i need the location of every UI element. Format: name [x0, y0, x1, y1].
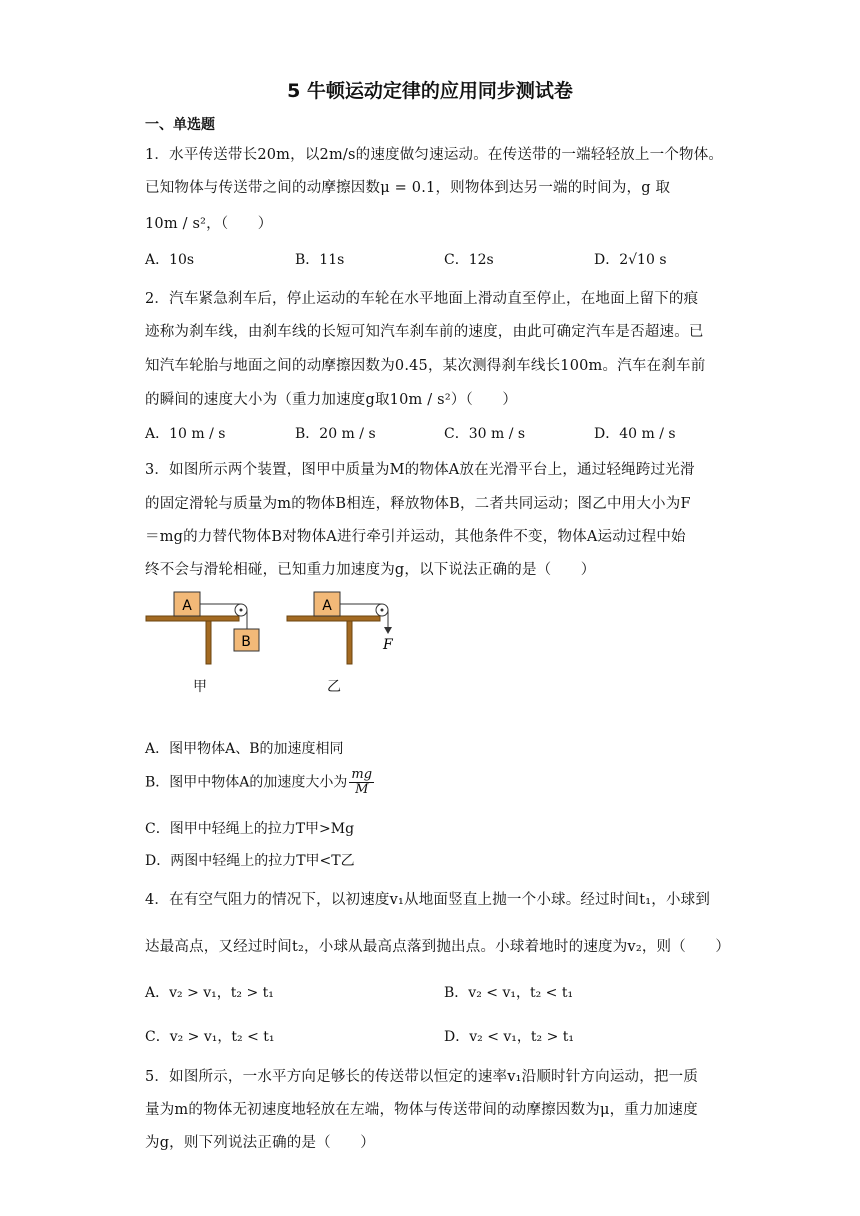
q3-option-b-text: B．图甲中物体A的加速度大小为 — [145, 774, 348, 791]
q2-line-4: 的瞬间的速度大小为（重力加速度g取10m / s²）（ ） — [145, 392, 518, 408]
q2-option-b: B．20 m / s — [295, 426, 376, 442]
setup-left — [146, 592, 259, 664]
q3-option-c: C．图甲中轻绳上的拉力T甲>Mg — [145, 821, 355, 837]
q4-option-b: B．v₂ < v₁，t₂ < t₁ — [444, 985, 574, 1001]
q3-option-d: D．两图中轻绳上的拉力T甲<T乙 — [145, 853, 355, 869]
page-title: 5 牛顿运动定律的应用同步测试卷 — [287, 80, 573, 102]
fraction-denominator: M — [355, 782, 369, 797]
q2-option-a: A．10 m / s — [145, 426, 226, 442]
q2-line-2: 迹称为刹车线，由刹车线的长短可知汽车刹车前的速度，由此可确定汽车是否超速。已 — [145, 324, 704, 340]
q3-line-2: 的固定滑轮与质量为m的物体B相连，释放物体B，二者共同运动；图乙中用大小为F — [145, 496, 691, 512]
q3-line-1: 3．如图所示两个装置，图甲中质量为M的物体A放在光滑平台上，通过轻绳跨过光滑 — [145, 462, 695, 478]
force-label: F — [383, 637, 393, 653]
q2-line-3: 知汽车轮胎与地面之间的动摩擦因数为0.45，某次测得刹车线长100m。汽车在刹车前 — [145, 358, 706, 374]
section-heading: 一、单选题 — [145, 117, 215, 133]
setup-right — [287, 592, 394, 664]
q2-line-1: 2．汽车紧急刹车后，停止运动的车轮在水平地面上滑动直至停止，在地面上留下的痕 — [145, 291, 699, 307]
q4-option-a: A．v₂ > v₁，t₂ > t₁ — [145, 985, 274, 1001]
q4-option-c: C．v₂ > v₁，t₂ < t₁ — [145, 1029, 275, 1045]
q1-option-b: B．11s — [295, 252, 345, 268]
fraction-mg-over-m — [349, 768, 374, 797]
q5-line-1: 5．如图所示，一水平方向足够长的传送带以恒定的速率v₁沿顺时针方向运动，把一质 — [145, 1069, 699, 1085]
block-a-right-label: A — [322, 598, 332, 614]
q3-line-3: ＝mg的力替代物体B对物体A进行牵引并运动，其他条件不变，物体A运动过程中始 — [145, 529, 686, 545]
q4-option-d: D．v₂ < v₁，t₂ > t₁ — [444, 1029, 575, 1045]
figure-label-right: 乙 — [327, 679, 341, 695]
q3-option-b — [145, 768, 374, 797]
block-b-label: B — [241, 634, 251, 650]
q1-option-a: A．10s — [145, 252, 195, 268]
fraction-numerator: mg — [351, 767, 373, 782]
q1-line-1: 1．水平传送带长20m，以2m/s的速度做匀速运动。在传送带的一端轻轻放上一个物体。 — [145, 147, 724, 163]
figure-label-left: 甲 — [193, 679, 207, 695]
q1-option-c: C．12s — [444, 252, 494, 268]
q1-line-3: 10m / s²，（ ） — [145, 216, 273, 232]
q1-option-d: D．2√10 s — [594, 252, 667, 268]
q5-line-2: 量为m的物体无初速度地轻放在左端，物体与传送带间的动摩擦因数为μ，重力加速度 — [145, 1102, 698, 1118]
q4-line-2: 达最高点，又经过时间t₂，小球从最高点落到抛出点。小球着地时的速度为v₂，则（ ） — [145, 939, 731, 955]
q1-line-2: 已知物体与传送带之间的动摩擦因数μ = 0.1，则物体到达另一端的时间为，g 取 — [145, 180, 671, 196]
q3-option-a: A．图甲物体A、B的加速度相同 — [145, 741, 344, 757]
q3-line-4: 终不会与滑轮相碰，已知重力加速度为g，以下说法正确的是（ ） — [145, 562, 596, 578]
q2-option-d: D．40 m / s — [594, 426, 676, 442]
q5-line-3: 为g，则下列说法正确的是（ ） — [145, 1135, 375, 1151]
pulley-diagram — [140, 585, 410, 665]
q4-line-1: 4．在有空气阻力的情况下，以初速度v₁从地面竖直上抛一个小球。经过时间t₁，小球到 — [145, 892, 711, 908]
block-a-left-label: A — [182, 598, 192, 614]
q2-option-c: C．30 m / s — [444, 426, 526, 442]
pulley-figure — [140, 585, 410, 669]
